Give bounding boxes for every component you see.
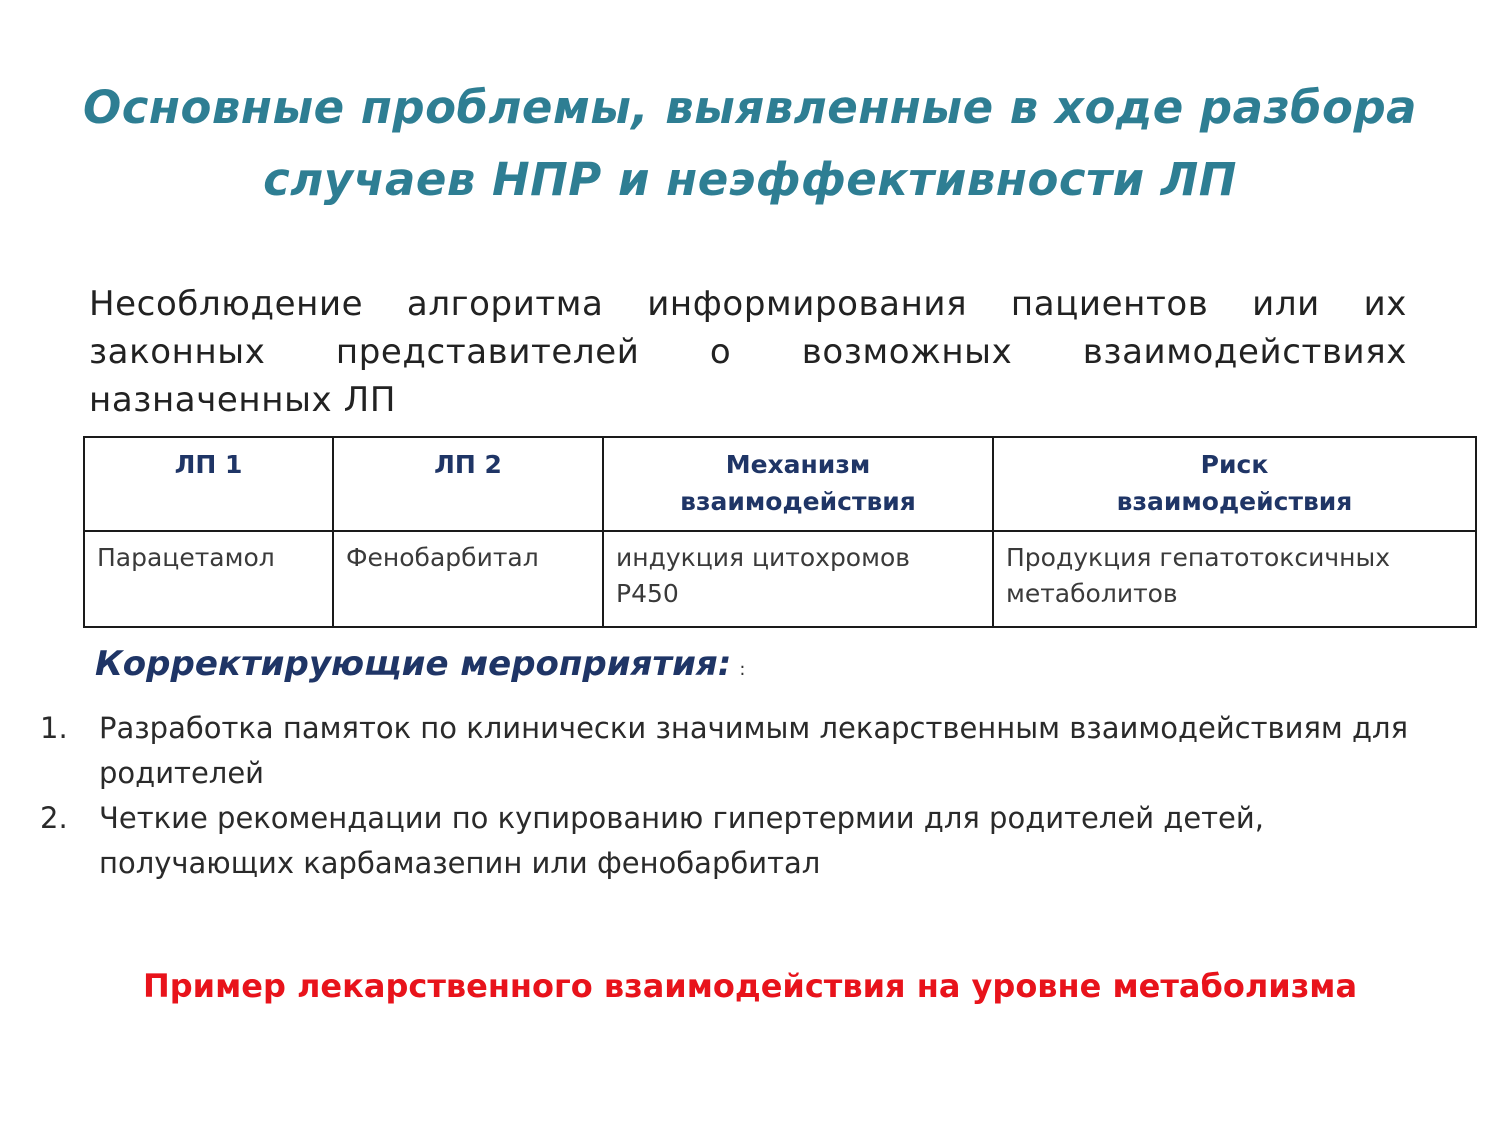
cell-text: Парацетамол: [97, 543, 275, 572]
list-item: [40, 706, 1480, 796]
list-item-line: родителей: [99, 756, 265, 790]
cell-drug-2: [333, 531, 603, 627]
cell-drug-1: [84, 531, 333, 627]
list-item-text: [99, 796, 1480, 886]
cell-mechanism: [603, 531, 993, 627]
problem-word: о: [709, 332, 732, 372]
example-caption: Пример лекарственного взаимодействия на уровне метаболизма: [142, 967, 1358, 1005]
table-row: [84, 531, 1476, 627]
header-text: ЛП 1: [174, 450, 243, 479]
cell-text: Фенобарбитал: [346, 543, 539, 572]
problem-word: Несоблюдение: [89, 284, 364, 324]
problem-word: назначенных ЛП: [89, 380, 396, 420]
cell-risk: [993, 531, 1476, 627]
problem-word: возможных: [801, 332, 1013, 372]
problem-word: законных: [89, 332, 266, 372]
problem-line-1: [89, 280, 1407, 328]
list-item-text: [99, 706, 1480, 796]
problem-line-3: [89, 376, 1407, 424]
header-text: взаимодействия: [1116, 487, 1353, 516]
slide-title-line-1: Основные проблемы, выявленные в ходе разбора: [82, 81, 1418, 134]
header-text: Механизм: [725, 450, 871, 479]
problem-line-2: [89, 328, 1407, 376]
problem-word: их: [1363, 284, 1407, 324]
problem-statement: [89, 280, 1407, 424]
header-text: ЛП 2: [434, 450, 502, 479]
cell-text: метаболитов: [1006, 579, 1178, 608]
problem-word: взаимодействиях: [1082, 332, 1407, 372]
list-item-line: Четкие рекомендации по купированию гипертермии для родителей детей,: [99, 801, 1264, 835]
list-item-number: 2.: [40, 801, 68, 835]
header-text: Риск: [1200, 450, 1269, 479]
problem-word: алгоритма: [406, 284, 604, 324]
problem-word: представителей: [335, 332, 640, 372]
cell-text: Р450: [616, 579, 679, 608]
list-item-number: 1.: [40, 711, 68, 745]
table-header-row: [84, 437, 1476, 531]
problem-word: или: [1252, 284, 1320, 324]
problem-word: информирования: [647, 284, 968, 324]
interaction-table: [83, 436, 1477, 628]
cell-text: Продукция гепатотоксичных: [1006, 543, 1391, 572]
list-item: [40, 796, 1480, 886]
header-drug-1: [84, 437, 333, 531]
list-item-line: получающих карбамазепин или фенобарбитал: [99, 846, 821, 880]
header-text: взаимодействия: [680, 487, 916, 516]
header-mechanism: [603, 437, 993, 531]
corrective-measures-list: [40, 706, 1480, 886]
corrective-heading-text: Корректирующие мероприятия:: [95, 644, 732, 684]
cell-text: индукция цитохромов: [616, 543, 910, 572]
header-drug-2: [333, 437, 603, 531]
corrective-heading-tail: :: [739, 659, 746, 680]
slide-title-line-2: случаев НПР и неэффективности ЛП: [263, 153, 1237, 206]
slide-title: [0, 72, 1500, 216]
header-risk: [993, 437, 1476, 531]
list-item-line: Разработка памяток по клинически значимым лекарственным взаимодействиям для: [99, 711, 1409, 745]
problem-word: пациентов: [1010, 284, 1209, 324]
corrective-heading: [95, 640, 745, 694]
